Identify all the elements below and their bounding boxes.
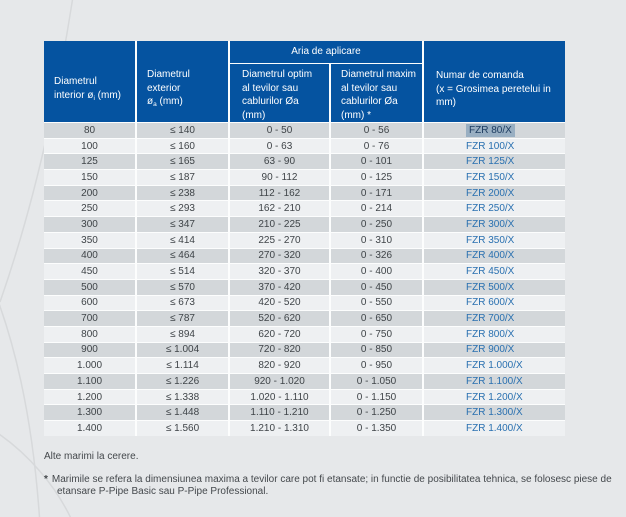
cell-diametrul-interior: 800	[44, 327, 135, 342]
order-code[interactable]: FZR 450/X	[466, 266, 515, 278]
cell-order-code	[424, 123, 565, 138]
header-group-aria-de-aplicare	[230, 41, 422, 63]
header-line: al tevilor sau	[341, 82, 398, 94]
order-code[interactable]: FZR 600/X	[466, 297, 515, 309]
cell-diametrul-exterior: ≤ 238	[137, 186, 228, 201]
cell-maxim: 0 - 1.250	[331, 405, 422, 420]
cell-diametrul-interior: 1.100	[44, 374, 135, 389]
cell-diametrul-interior: 1.400	[44, 421, 135, 436]
header-line: Diametrul	[54, 76, 97, 87]
cell-optim: 920 - 1.020	[230, 374, 329, 389]
cell-optim: 63 - 90	[230, 154, 329, 169]
order-code[interactable]: FZR 1.100/X	[466, 375, 523, 387]
order-code[interactable]: FZR 500/X	[466, 281, 515, 293]
header-line: $ø_a$ (mm)	[147, 96, 183, 108]
cell-optim: 1.020 - 1.110	[230, 390, 329, 405]
order-code[interactable]: FZR 125/X	[466, 156, 515, 168]
cell-diametrul-exterior: ≤ 140	[137, 123, 228, 138]
cell-optim: 270 - 320	[230, 249, 329, 264]
order-code[interactable]: FZR 1.400/X	[466, 422, 523, 434]
cell-order-code	[424, 405, 565, 420]
cell-diametrul-interior: 125	[44, 154, 135, 169]
cell-maxim: 0 - 950	[331, 358, 422, 373]
cell-order-code	[424, 233, 565, 248]
header-line: (x = Grosimea peretelui in	[436, 83, 551, 95]
cell-maxim: 0 - 101	[331, 154, 422, 169]
cell-diametrul-interior: 450	[44, 264, 135, 279]
footnote	[44, 474, 613, 497]
cell-diametrul-exterior: ≤ 160	[137, 139, 228, 154]
cell-diametrul-exterior: ≤ 514	[137, 264, 228, 279]
cell-optim: 420 - 520	[230, 296, 329, 311]
header-line: interior $ø_i$ (mm)	[54, 89, 122, 102]
cell-diametrul-exterior: ≤ 347	[137, 217, 228, 232]
cell-optim: 210 - 225	[230, 217, 329, 232]
cell-optim: 320 - 370	[230, 264, 329, 279]
header-line: Diametrul	[147, 69, 190, 80]
cell-order-code	[424, 374, 565, 389]
cell-optim: 225 - 270	[230, 233, 329, 248]
header-line: cablurilor Øa	[242, 96, 299, 107]
header-line: cablurilor Øa	[341, 96, 398, 107]
order-code[interactable]: FZR 700/X	[466, 313, 515, 325]
header-line: mm)	[436, 97, 456, 108]
order-code[interactable]: FZR 100/X	[466, 140, 515, 152]
header-line: (mm)	[242, 109, 266, 121]
cell-optim: 370 - 420	[230, 280, 329, 295]
cell-order-code	[424, 170, 565, 185]
header-diametrul-interior	[44, 41, 135, 122]
cell-maxim: 0 - 450	[331, 280, 422, 295]
cell-optim: 620 - 720	[230, 327, 329, 342]
cell-order-code	[424, 201, 565, 216]
cell-optim: 1.110 - 1.210	[230, 405, 329, 420]
cell-maxim: 0 - 214	[331, 201, 422, 216]
cell-order-code	[424, 296, 565, 311]
other-sizes-note: Alte marimi la cerere.	[44, 451, 139, 462]
cell-diametrul-exterior: ≤ 165	[137, 154, 228, 169]
header-line: exterior	[147, 82, 181, 94]
cell-diametrul-interior: 250	[44, 201, 135, 216]
order-code[interactable]: FZR 350/X	[466, 234, 515, 246]
header-line: (mm) *	[341, 109, 371, 121]
cell-maxim: 0 - 250	[331, 217, 422, 232]
order-code[interactable]: FZR 200/X	[466, 187, 515, 199]
cell-diametrul-interior: 400	[44, 249, 135, 264]
cell-maxim: 0 - 171	[331, 186, 422, 201]
cell-order-code	[424, 217, 565, 232]
cell-maxim: 0 - 76	[331, 139, 422, 154]
cell-maxim: 0 - 310	[331, 233, 422, 248]
cell-order-code	[424, 249, 565, 264]
footnote-asterisk: *	[44, 474, 48, 485]
order-code[interactable]: FZR 800/X	[466, 328, 515, 340]
header-diametrul-optim	[230, 64, 329, 122]
cell-diametrul-interior: 350	[44, 233, 135, 248]
header-line: Diametrul maxim	[341, 69, 417, 80]
cell-order-code	[424, 358, 565, 373]
cell-diametrul-interior: 1.300	[44, 405, 135, 420]
cell-diametrul-interior: 500	[44, 280, 135, 295]
cell-diametrul-exterior: ≤ 894	[137, 327, 228, 342]
cell-diametrul-interior: 1.200	[44, 390, 135, 405]
order-code[interactable]: FZR 1.000/X	[466, 360, 523, 372]
cell-optim: 0 - 50	[230, 123, 329, 138]
cell-diametrul-interior: 1.000	[44, 358, 135, 373]
cell-order-code	[424, 280, 565, 295]
order-code[interactable]: FZR 150/X	[466, 171, 515, 183]
cell-diametrul-interior: 900	[44, 343, 135, 358]
cell-diametrul-exterior: ≤ 1.448	[137, 405, 228, 420]
cell-diametrul-exterior: ≤ 1.226	[137, 374, 228, 389]
cell-optim: 0 - 63	[230, 139, 329, 154]
cell-order-code	[424, 154, 565, 169]
cell-diametrul-interior: 150	[44, 170, 135, 185]
header-diametrul-exterior	[137, 41, 228, 122]
cell-diametrul-interior: 700	[44, 311, 135, 326]
cell-maxim: 0 - 125	[331, 170, 422, 185]
cell-diametrul-interior: 80	[44, 123, 135, 138]
cell-diametrul-exterior: ≤ 1.338	[137, 390, 228, 405]
cell-maxim: 0 - 550	[331, 296, 422, 311]
cell-maxim: 0 - 1.150	[331, 390, 422, 405]
cell-diametrul-exterior: ≤ 414	[137, 233, 228, 248]
order-code[interactable]: FZR 900/X	[466, 344, 515, 356]
cell-order-code	[424, 139, 565, 154]
order-code[interactable]: FZR 300/X	[466, 218, 515, 230]
cell-optim: 1.210 - 1.310	[230, 421, 329, 436]
cell-diametrul-interior: 300	[44, 217, 135, 232]
cell-diametrul-exterior: ≤ 293	[137, 201, 228, 216]
cell-diametrul-exterior: ≤ 464	[137, 249, 228, 264]
header-diametrul-maxim	[331, 64, 422, 122]
cell-order-code	[424, 421, 565, 436]
cell-diametrul-exterior: ≤ 1.560	[137, 421, 228, 436]
cell-maxim: 0 - 400	[331, 264, 422, 279]
cell-optim: 720 - 820	[230, 343, 329, 358]
order-code-selected[interactable]: FZR 80/X	[466, 124, 515, 137]
cell-maxim: 0 - 1.350	[331, 421, 422, 436]
cell-diametrul-exterior: ≤ 787	[137, 311, 228, 326]
cell-maxim: 0 - 850	[331, 343, 422, 358]
footnote-text: Marimile se refera la dimensiunea maxima a tevilor care pot fi etansate; in functie de posibilitatea tehnica, se folosesc piese de etansare P-Pipe Basic sau P-Pipe Professional.	[51, 474, 612, 497]
cell-diametrul-exterior: ≤ 187	[137, 170, 228, 185]
order-code[interactable]: FZR 1.300/X	[466, 407, 523, 419]
cell-order-code	[424, 327, 565, 342]
order-code[interactable]: FZR 1.200/X	[466, 391, 523, 403]
cell-diametrul-interior: 600	[44, 296, 135, 311]
header-numar-de-comanda	[424, 41, 565, 122]
cell-order-code	[424, 390, 565, 405]
cell-maxim: 0 - 650	[331, 311, 422, 326]
header-line: al tevilor sau	[242, 82, 299, 94]
cell-order-code	[424, 264, 565, 279]
cell-diametrul-exterior: ≤ 1.114	[137, 358, 228, 373]
product-table	[44, 41, 565, 436]
cell-diametrul-exterior: ≤ 1.004	[137, 343, 228, 358]
cell-optim: 112 - 162	[230, 186, 329, 201]
header-line: Diametrul optim	[242, 69, 313, 80]
cell-optim: 162 - 210	[230, 201, 329, 216]
cell-optim: 90 - 112	[230, 170, 329, 185]
cell-maxim: 0 - 750	[331, 327, 422, 342]
cell-optim: 820 - 920	[230, 358, 329, 373]
order-code[interactable]: FZR 250/X	[466, 203, 515, 215]
cell-maxim: 0 - 326	[331, 249, 422, 264]
cell-diametrul-interior: 200	[44, 186, 135, 201]
cell-order-code	[424, 186, 565, 201]
cell-optim: 520 - 620	[230, 311, 329, 326]
cell-diametrul-exterior: ≤ 570	[137, 280, 228, 295]
group-header-label: Aria de aplicare	[291, 46, 361, 58]
cell-diametrul-interior: 100	[44, 139, 135, 154]
header-line: Numar de comanda	[436, 70, 524, 81]
cell-diametrul-exterior: ≤ 673	[137, 296, 228, 311]
cell-order-code	[424, 311, 565, 326]
order-code[interactable]: FZR 400/X	[466, 250, 515, 262]
cell-order-code	[424, 343, 565, 358]
cell-maxim: 0 - 1.050	[331, 374, 422, 389]
cell-maxim: 0 - 56	[331, 123, 422, 138]
